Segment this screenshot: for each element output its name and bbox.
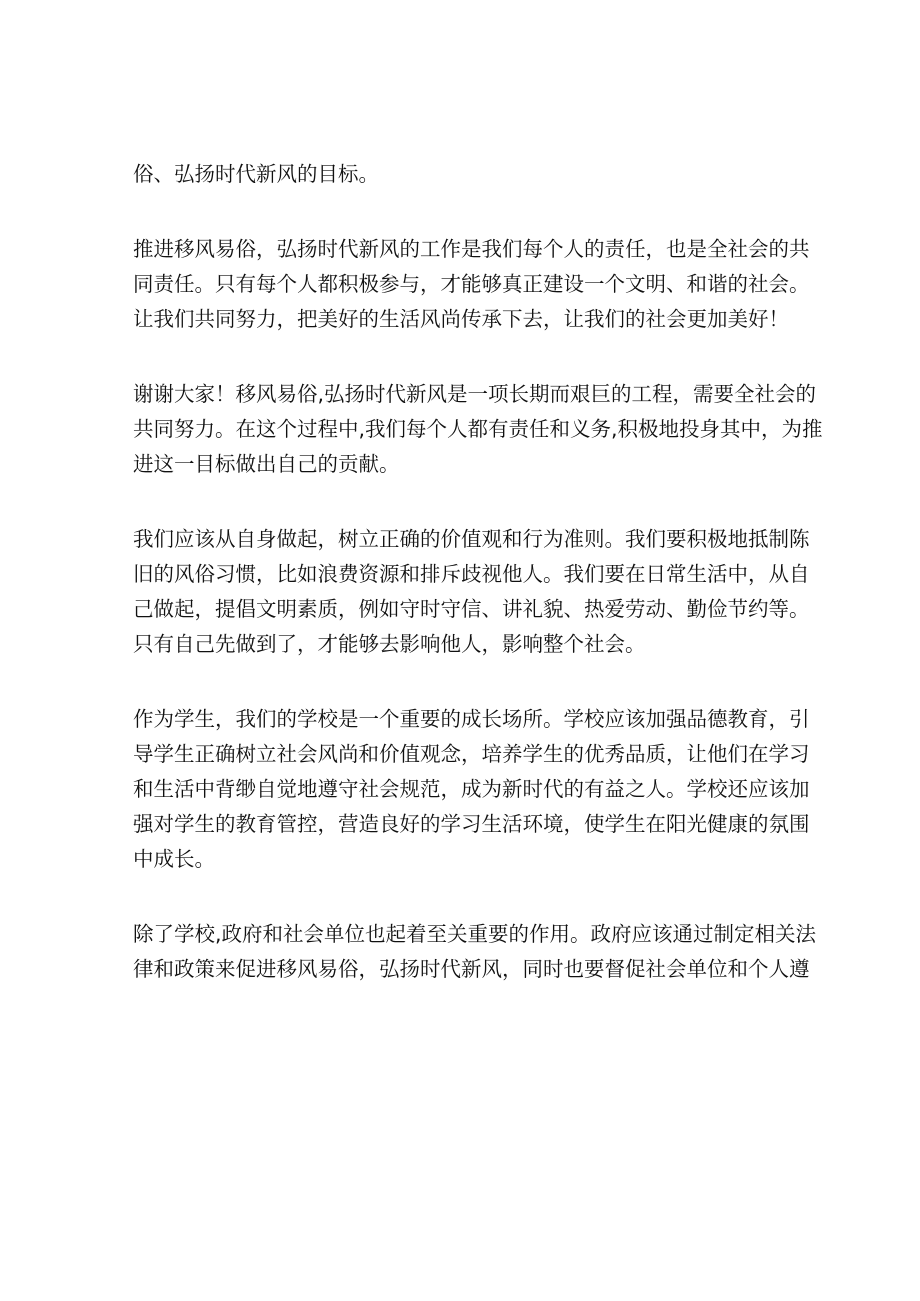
text-line: 俗、弘扬时代新风的目标。 — [133, 162, 379, 186]
text-line: 让我们共同努力，把美好的生活风尚传承下去，让我们的社会更加美好！ — [133, 307, 789, 331]
text-line: 中成长。 — [133, 847, 215, 871]
text-line: 己做起，提倡文明素质，例如守时守信、讲礼貌、热爱劳动、勤俭节约等。 — [133, 597, 810, 621]
text-line: 导学生正确树立社会风尚和价值观念，培养学生的优秀品质，让他们在学习 — [133, 742, 810, 766]
paragraph-1 — [133, 157, 805, 192]
text-line: 推进移风易俗，弘扬时代新风的工作是我们每个人的责任，也是全社会的共 — [133, 237, 810, 261]
paragraph-4 — [133, 522, 810, 662]
paragraph-6 — [133, 917, 817, 987]
text-line: 我们应该从自身做起，树立正确的价值观和行为准则。我们要积极地抵制陈 — [133, 527, 810, 551]
text-line: 和生活中背缈自觉地遵守社会规范，成为新时代的有益之人。学校还应该加 — [133, 777, 810, 801]
text-line: 作为学生，我们的学校是一个重要的成长场所。学校应该加强品德教育，引 — [133, 707, 810, 731]
text-line: 进这一目标做出自己的贡献。 — [133, 452, 400, 476]
text-line: 谢谢大家！移风易俗,弘扬时代新风是一项长期而艰巨的工程，需要全社会的 — [133, 382, 817, 406]
text-line: 强对学生的教育管控，营造良好的学习生活环境，使学生在阳光健康的氛围 — [133, 812, 810, 836]
text-line: 只有自己先做到了，才能够去影响他人，影响整个社会。 — [133, 632, 646, 656]
text-line: 律和政策来促进移风易俗，弘扬时代新风，同时也要督促社会单位和个人遵 — [133, 957, 810, 981]
paragraph-5 — [133, 702, 810, 877]
text-line: 同责任。只有每个人都积极参与，才能够真正建设一个文明、和谐的社会。 — [133, 272, 810, 296]
text-line: 除了学校,政府和社会单位也起着至关重要的作用。政府应该通过制定相关法 — [133, 922, 817, 946]
paragraph-3 — [133, 377, 823, 482]
document-page — [133, 157, 823, 1027]
paragraph-2 — [133, 232, 810, 337]
text-line: 共同努力。在这个过程中,我们每个人都有责任和义务,积极地投身其中，为推 — [133, 417, 823, 441]
text-line: 旧的风俗习惯，比如浪费资源和排斥歧视他人。我们要在日常生活中，从自 — [133, 562, 810, 586]
